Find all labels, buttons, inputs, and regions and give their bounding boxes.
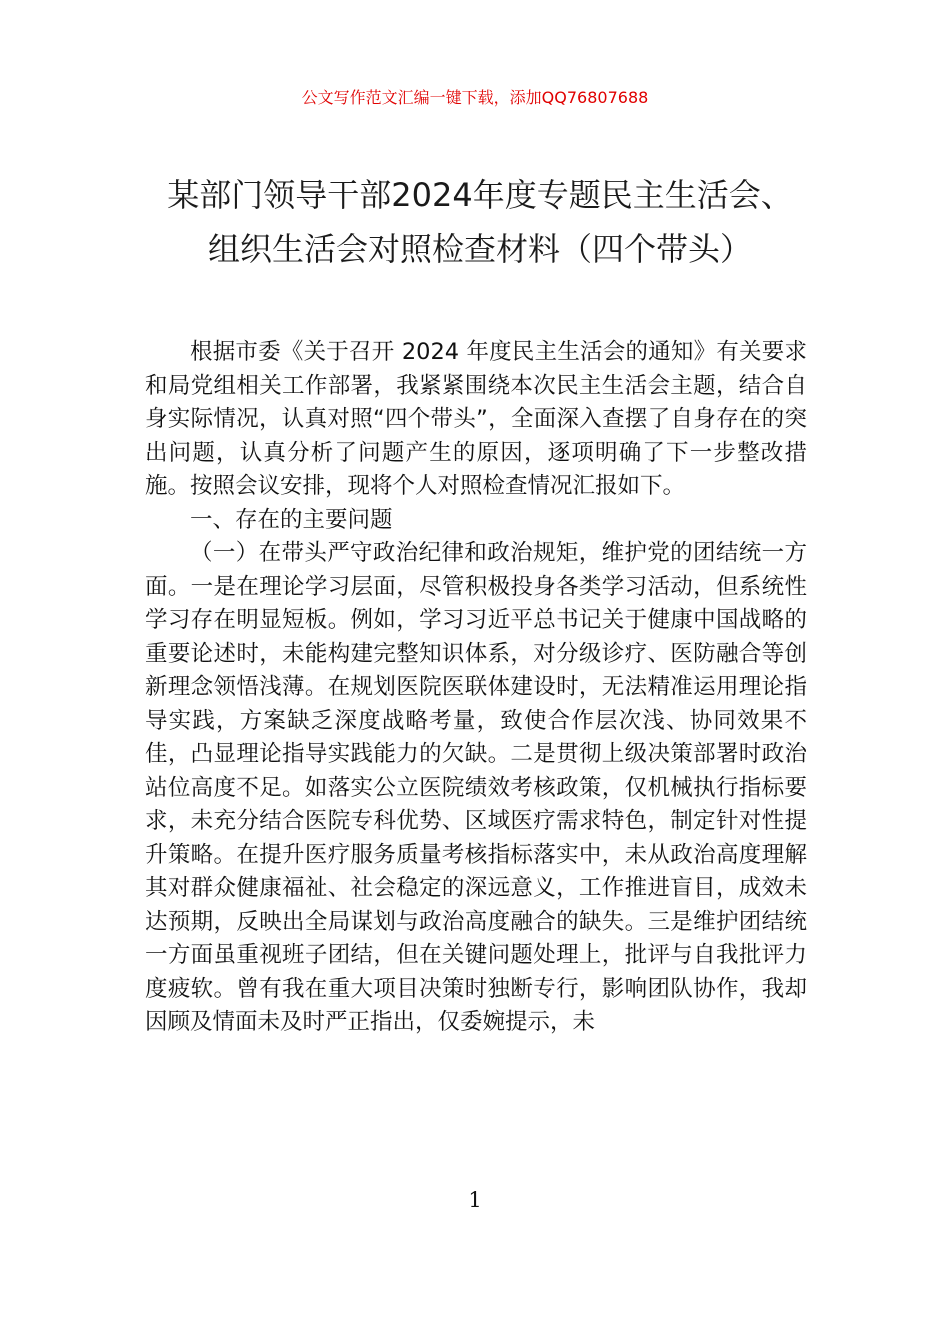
section-paragraph: （一）在带头严守政治纪律和政治规矩，维护党的团结统一方面。一是在理论学习层面，尽管积极投身各类学习活动，但系统性学习存在明显短板。例如，学习习近平总书记关于健康中国战略的重要论述时，未能构建完整知识体系，对分级诊疗、医防融合等创新理念领悟浅薄。在规划医院医联体建设时，无法精准运用理论指导实践，方案缺乏深度战略考量，致使合作层次浅、协同效果不佳，凸显理论指导实践能力的欠缺。二是贯彻上级决策部署时政治站位高度不足。如落实公立医院绩效考核政策，仅机械执行指标要求，未充分结合医院专科优势、区域医疗需求特色，制定针对性提升策略。在提升医疗服务质量考核指标落实中，未从政治高度理解其对群众健康福祉、社会稳定的深远意义，工作推进盲目，成效未达预期，反映出全局谋划与政治高度融合的缺失。三是维护团结统一方面虽重视班子团结，但在关键问题处理上，批评与自我批评力度疲软。曾有我在重大项目决策时独断专行，影响团队协作，我却因顾及情面未及时严正指出，仅委婉提示，未 bbox=[145, 540, 807, 1035]
document-body bbox=[145, 336, 807, 1040]
title-line-2: 组织生活会对照检查材料（四个带头） bbox=[207, 230, 752, 268]
title-line-1: 某部门领导干部2024年度专题民主生活会、 bbox=[167, 176, 793, 214]
download-banner: 公文写作范文汇编一键下载，添加QQ76807688 bbox=[301, 88, 649, 107]
page-number: 1 bbox=[468, 1188, 482, 1212]
section-heading: 一、存在的主要问题 bbox=[190, 506, 393, 533]
intro-paragraph: 根据市委《关于召开 2024 年度民主生活会的通知》有关要求和局党组相关工作部署，我紧紧围绕本次民主生活会主题，结合自身实际情况，认真对照“四个带头”，全面深入查摆了自身存在的突出问题，认真分析了问题产生的原因，逐项明确了下一步整改措施。按照会议安排，现将个人对照检查情况汇报如下。 bbox=[145, 339, 807, 499]
document-title bbox=[120, 168, 840, 276]
